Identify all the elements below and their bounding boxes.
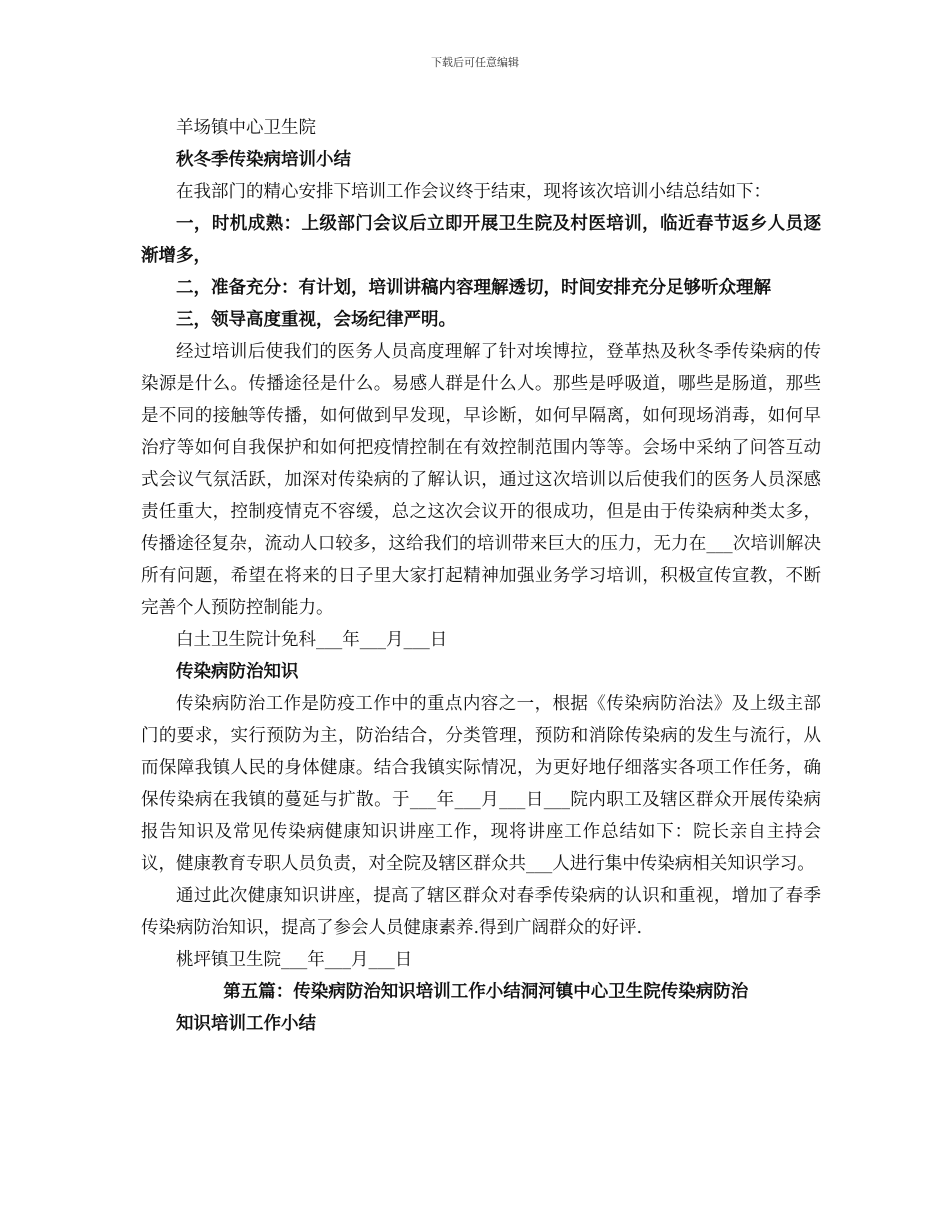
section-title-continued: 知识培训工作小结 — [176, 1014, 316, 1034]
paragraph: 在我部门的精心安排下培训工作会议终于结束，现将该次培训小结总结如下： — [176, 182, 771, 202]
paragraph: 二，准备充分：有计划，培训讲稿内容理解透切，时间安排充分足够听众理解 — [176, 278, 771, 298]
page-header: 下载后可任意编辑 — [431, 56, 519, 69]
paragraph: 经过培训后使我们的医务人员高度理解了针对埃博拉，登革热及秋冬季传染病的传染源是什么。传播途径是什么。易感人群是什么人。那些是呼吸道，哪些是肠道，那些是不同的接触等传播，如何做到早发现，早诊断，如何早隔离，如何现场消毒，如何早治疗等如何自我保护和如何把疫情控制在有效控制范围内等等。会场中采纳了问答互动式会议气氛活跃，加深对传染病的了解认识，通过这次培训以后使我们的医务人员深感责任重大，控制疫情克不容缓，总之这次会议开的很成功，但是由于传染病种类太多，传播途径复杂，流动人口较多，这给我们的培训带来巨大的压力，无力在___次培训解决所有问题，希望在将来的日子里大家打起精神加强业务学习培训，积极宣传宣教，不断完善个人预防控制能力。 — [141, 342, 821, 618]
paragraph: 桃坪镇卫生院___年___月___日 — [176, 950, 413, 970]
paragraph: 一，时机成熟：上级部门会议后立即开展卫生院及村医培训，临近春节返乡人员逐渐增多， — [141, 214, 821, 266]
paragraph: 传染病防治知识 — [176, 662, 299, 682]
paragraph: 传染病防治工作是防疫工作中的重点内容之一，根据《传染病防治法》及上级主部门的要求，实行预防为主，防治结合，分类管理，预防和消除传染病的发生与流行，从而保障我镇人民的身体健康。结合我镇实际情况，为更好地仔细落实各项工作任务，确保传染病在我镇的蔓延与扩散。于___年___月___日___院内职工及辖区群众开展传染病报告知识及常见传染病健康知识讲座工作，现将讲座工作总结如下：院长亲自主持会议，健康教育专职人员负责，对全院及辖区群众共___人进行集中传染病相关知识学习。 — [141, 694, 821, 874]
paragraph: 白土卫生院计免科___年___月___日 — [176, 630, 448, 650]
paragraph: 羊场镇中心卫生院 — [176, 118, 316, 138]
paragraph: 三，领导高度重视，会场纪律严明。 — [176, 310, 456, 330]
paragraph: 秋冬季传染病培训小结 — [176, 150, 351, 170]
section-title: 第五篇：传染病防治知识培训工作小结洞河镇中心卫生院传染病防治 — [223, 982, 749, 1002]
document-body — [141, 112, 821, 1040]
paragraph: 通过此次健康知识讲座，提高了辖区群众对春季传染病的认识和重视，增加了春季传染病防治知识，提高了参会人员健康素养.得到广阔群众的好评. — [141, 886, 821, 938]
